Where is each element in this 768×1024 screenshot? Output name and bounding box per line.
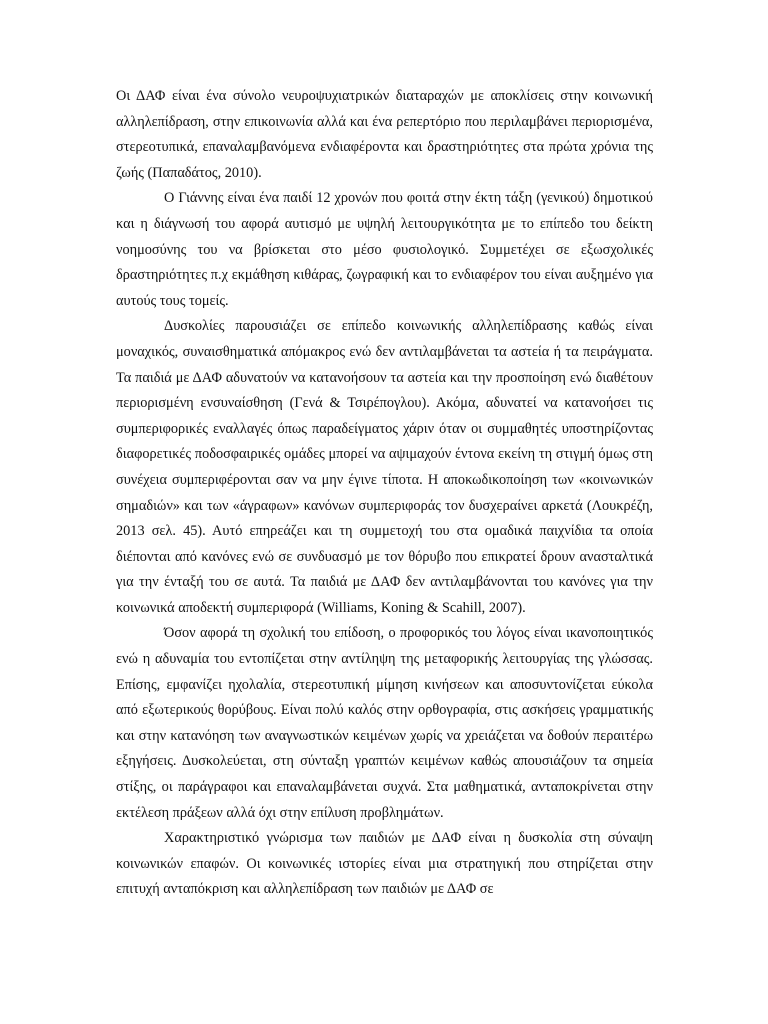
paragraph-student-profile: Ο Γιάννης είναι ένα παιδί 12 χρονών που φοιτά στην έκτη τάξη (γενικού) δημοτικού και η διάγνωσή του αφορά αυτισμό με υψηλή λειτουργικότητα με το επίπεδο του δείκτη νοημοσύνης του να βρίσκεται στο μέσο φυσιολογικό. Συμμετέχει σε εξωσχολικές δραστηριότητες π.χ εκμάθηση κιθάρας, ζωγραφική και το ενδιαφέρον του είναι αυξημένο για αυτούς τους τομείς.: [116, 190, 653, 309]
paragraph-social-stories: Χαρακτηριστικό γνώρισμα των παιδιών με ΔΑΦ είναι η δυσκολία στη σύναψη κοινωνικών επαφών. Οι κοινωνικές ιστορίες είναι μια στρατηγική που στηρίζεται στην επιτυχή ανταπόκριση και αλληλεπίδραση των παιδιών με ΔΑΦ σε: [116, 830, 653, 898]
paragraph-school-performance: Όσον αφορά τη σχολική του επίδοση, ο προφορικός του λόγος είναι ικανοποιητικός ενώ η αδυναμία του εντοπίζεται στην αντίληψη της μεταφορικής λειτουργίας της γλώσσας. Επίσης, εμφανίζει ηχολαλία, στερεοτυπική μίμηση κινήσεων και αποσυντονίζεται εύκολα από εξωτερικούς θορύβους. Είναι πολύ καλός στην ορθογραφία, στις ασκήσεις γραμματικής και στην κατανόηση των αναγνωστικών κειμένων χωρίς να χρειάζεται να δοθούν περαιτέρω εξηγήσεις. Δυσκολεύεται, στη σύνταξη γραπτών κειμένων καθώς απουσιάζουν τα σημεία στίξης, οι παράγραφοι και επαναλαμβάνεται συχνά. Στα μαθηματικά, ανταποκρίνεται στην εκτέλεση πράξεων αλλά όχι στην επίλυση προβλημάτων.: [116, 625, 653, 821]
paragraph-social-difficulties: Δυσκολίες παρουσιάζει σε επίπεδο κοινωνικής αλληλεπίδρασης καθώς είναι μοναχικός, συναισθηματικά απόμακρος ενώ δεν αντιλαμβάνεται τα αστεία ή τα πειράγματα. Τα παιδιά με ΔΑΦ αδυνατούν να κατανοήσουν τα αστεία και την προσποίηση ενώ διαθέτουν περιορισμένη ενσυναίσθηση (Γενά & Τσιρέπογλου). Ακόμα, αδυνατεί να κατανοήσει τις συμπεριφορικές εναλλαγές όπως παραδείγματος χάριν όταν οι συμμαθητές υποστηρίζοντας διαφορετικές ποδοσφαιρικές ομάδες μπορεί να αψιμαχούν έντονα εκείνη τη στιγμή όμως στη συνέχεια συμπεριφέρονται σαν να μην έγινε τίποτα. Η αποκωδικοποίηση των «κοινωνικών σημαδιών» και των «άγραφων» κανόνων συμπεριφοράς τον δυσχεραίνει αρκετά (Λουκρέζη, 2013 σελ. 45). Αυτό επηρεάζει και τη συμμετοχή του στα ομαδικά παιχνίδια τα οποία διέπονται από κανόνες ενώ σε συνδυασμό με τον θόρυβο που επικρατεί δρουν ανασταλτικά για την ένταξή του σε αυτά. Τα παιδιά με ΔΑΦ δεν αντιλαμβάνονται του κανόνες για την κοινωνικά αποδεκτή συμπεριφορά (Williams, Koning & Scahill, 2007).: [116, 318, 653, 616]
document-page: [116, 84, 653, 903]
paragraph-intro: Οι ΔΑΦ είναι ένα σύνολο νευροψυχιατρικών διαταραχών με αποκλίσεις στην κοινωνική αλληλεπίδραση, στην επικοινωνία αλλά και ένα ρεπερτόριο που περιλαμβάνει περιορισμένα, στερεοτυπικά, επαναλαμβανόμενα ενδιαφέροντα και δραστηριότητες στα πρώτα χρόνια της ζωής (Παπαδάτος, 2010).: [116, 88, 653, 181]
